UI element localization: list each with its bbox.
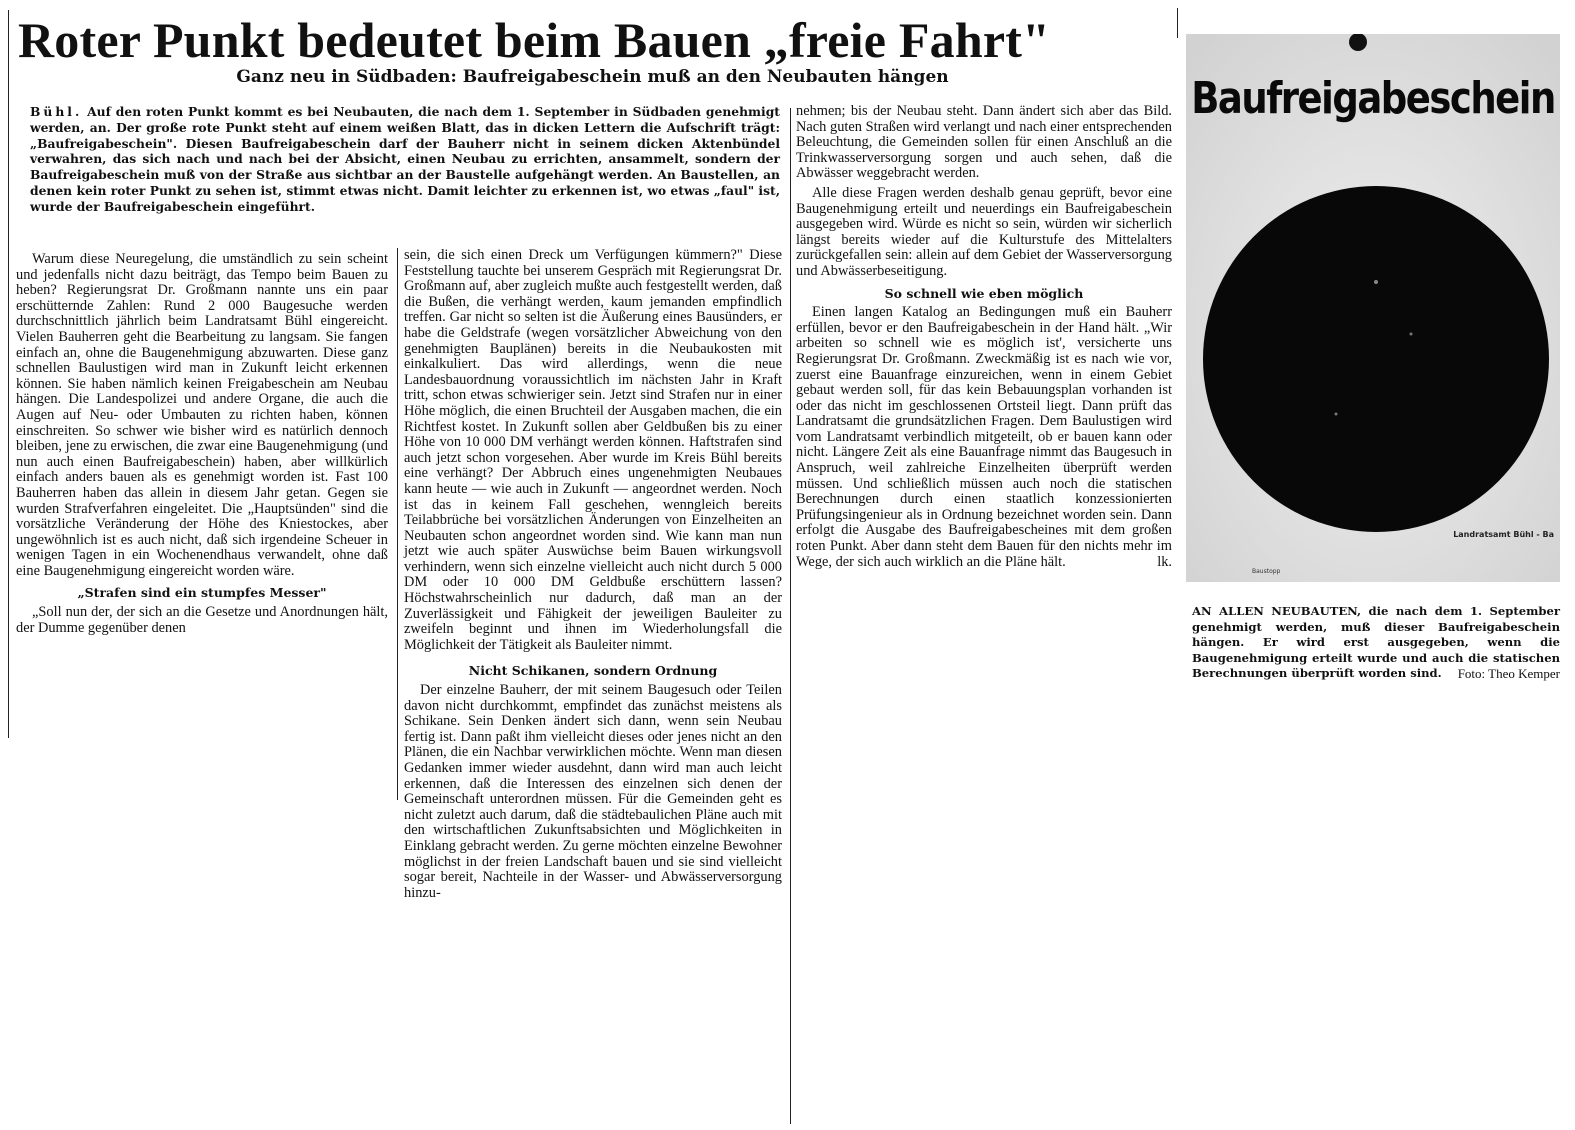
photo-title: Baufreigabeschein [1191,73,1555,124]
lead-paragraph [30,104,780,215]
left-border-rule [8,10,9,738]
column-3-paragraph-3-text: Einen langen Katalog an Bedingungen muß ein Bauherr erfüllen, bevor er den Baufreigabeschein in der Hand hält. „Wir arbeiten so schnell wie es möglich ist', versicherte uns Regierungsrat Dr. Großmann. Zweckmäßig ist es nach wie vor, zuerst eine Bauanfrage einzureichen, wenn in einem Gebiet gebaut werden soll, für das kein Bebauungsplan vorhanden ist oder das nicht im geschlossenen Ortsteil liegt. Dann prüft das Landratsamt die grundsätzlichen Fragen. Dem Baulustigen wird vom Landratsamt verbindlich mitgeteilt, ob er bauen kann oder nicht. Längere Zeit als eine Bauanfrage nimmt das Baugesuch in Anspruch, weil zahlreiche Einzelheiten überprüft werden müssen. Und schließlich müssen auch noch die statischen Berechnungen durch einen staatlich konzessionierten Prüfungsingenieur als in Ordnung bezeichnet worden sein. Dann erfolgt die Ausgabe des Baufreigabescheines mit dem großen roten Punkt. Aber dann steht dem Bauen für den nichts mehr im Wege, der sich auch wirklich an die Pläne hält. [796,304,1172,570]
author-signature: lk. [1157,553,1172,570]
caption-text: AN ALLEN NEUBAUTEN, die nach dem 1. September genehmigt werden, muß dieser Baufreigabeschein hängen. Er wird erst ausgegeben, wenn die Baugenehmigung erteilt wurde und auch die statischen Berechnungen überprüft worden sind. [1192,604,1560,681]
column-rule-1 [397,248,398,800]
photo-credit: Foto: Theo Kemper [1457,666,1560,682]
photo-caption [1192,604,1560,682]
column-3-paragraph-2: Alle diese Fragen werden deshalb genau geprüft, bevor eine Baugenehmigung erteilt und neuerdings ein Baufreigabeschein ausgegeben wird. Würde es nicht so sein, würden wir sicherlich längst bereits wieder auf die Kulturstufe des Mittelalters zurückgefallen sein: allein auf dem Gebiet der Wasserversorgung und Abwässerbeseitigung. [796,184,1172,279]
red-dot-icon [1203,186,1549,532]
column-2-subhead: Nicht Schikanen, sondern Ordnung [468,663,718,679]
photo-baufreigabeschein [1186,34,1560,582]
column-2-paragraph-2: Der einzelne Bauherr, der mit seinem Baugesuch oder Teilen davon nicht durchkommt, empfindet das zunächst meistens als Schikane. Sein Denken ändert sich dann, wenn sein Neubau fertig ist. Dann paßt ihm vielleicht dieses oder jenes nicht an den Plänen, die ein Nachbar verwirklichen möchte. Wenn man diesen Gedanken immer wieder ausdehnt, dann wird man auch leicht erkennen, daß die Interessen des einzelnen sich denen der Gemeinschaft unterordnen müssen. Für die Gemeinden geht es nicht zuletzt auch darum, daß die städtebaulichen Pläne auch mit den wirtschaftlichen Zukunftsabsichten und Möglichkeiten in Einklang gebracht werden. Zu gerne möchten einzelne Bewohner möglichst in der freien Landschaft bauen und sie sind vielleicht sogar bereit, Nachteile in der Wasser- und Abwässerversorgung hinzu- [404,682,782,901]
column-2-paragraph-1: sein, die sich einen Dreck um Verfügungen kümmern?" Diese Feststellung tauchte bei unserem Gespräch mit Regierungsrat Dr. Großmann auf, aber zugleich mußte auch festgestellt werden, daß die Bußen, die verhängt werden, kaum jemanden empfindlich treffen. Gar nicht so selten ist die Äußerung eines Bausünders, er habe die Geldstrafe (wegen vorsätzlicher Abweichung von den genehmigten Bauplänen) bereits in die Neubaukosten mit einkalkuliert. Das wird allerdings, wenn die neue Landesbauordnung voraussichtlich im nächsten Jahr in Kraft tritt, schon etwas schwieriger sein. Jetzt sind Strafen nur in einer Höhe möglich, die einen Bruchteil der Ausgaben machen, die ein Richtfest kostet. In Zukunft sollen aber Geldbußen bis zu einer Höhe von 10 000 DM verhängt werden können. Haftstrafen sind auch jetzt schon vorgesehen. Aber wurde im Kreis Bühl bereits eine verhängt? Der Abbruch eines ungenehmigten Neubaues kann heute — wie auch in Zukunft — angeordnet werden. Noch ist das in keinem Fall geschehen, wenngleich bereits Teilabbrüche bei vorsätzlichen Änderungen von Einzelheiten an Neubauten schon angeordnet worden sind. Wie kann man nun jetzt wie auch später Auswüchse beim Bauen wirkungsvoll verhindern, wenn sich einzelne vielleicht auch nicht durch 5 000 DM oder 10 000 DM Geldbuße erschüttern lassen? Höchstwahrscheinlich nur dadurch, daß man an der Zuverlässigkeit und Fähigkeit der jeweiligen Bauleiter zu zweifeln beginnt und ihnen im Wiederholungsfall die Möglichkeit der Tätigkeit als Bauleiter nimmt. [404,247,783,653]
column-1-paragraph-2: „Soll nun der, der sich an die Gesetze und Anordnungen hält, der Dumme gegenüber denen [16,604,388,636]
subheadline: Ganz neu in Südbaden: Baufreigabeschein muß an den Neubauten hängen [236,67,949,87]
lead-text: Auf den roten Punkt kommt es bei Neubauten, die nach dem 1. September in Südbaden genehmigt werden, an. Der große rote Punkt steht auf einem weißen Blatt, das in dicken Lettern die Aufschrift trägt: „Baufreigabeschein". Diesen Baufreigabeschein darf der Bauherr nicht in seinem dicken Aktenbündel verwahren, das sich nach und nach bei der Absicht, einen Neubau zu errichten, ansammelt, sondern der Baufreigabeschein muß von der Straße aus sichtbar an der Baustelle aufgehängt werden. An Baustellen, an denen kein roter Punkt zu sehen ist, stimmt etwas nicht. Damit leichter zu erkennen ist, wo etwas „faul" ist, wurde der Baufreigabeschein eingeführt. [30,104,780,214]
photo-stamp: Landratsamt Bühl - Ba [1453,530,1554,539]
lead-place: Bühl. [30,104,83,119]
dot-speck-icon [1374,280,1378,284]
column-3-paragraph-3 [796,305,1172,570]
column-1-paragraph-1: Warum diese Neuregelung, die umständlich zu sein scheint und jedenfalls nicht dazu beiträgt, das Tempo beim Bauen zu heben? Regierungsrat Dr. Großmann nannte uns ein paar erschütternde Zahlen: Rund 2 000 Baugesuche werden durchschnittlich jährlich beim Landratsamt Bühl eingereicht. Vielen Bauherren geht die Bearbeitung zu langsam. Sie fangen einfach an, ohne die Baugenehmigung abzuwarten. Diese ganz schnellen Baulustigen wird man in Zukunft leicht erkennen können. Sie haben nämlich keinen Freigabeschein am Neubau hängen. Die Landespolizei und andere Organe, die auch die Augen auf Neu- oder Umbauten zu richten haben, können einschreiten. So schwer wie bisher wird es natürlich dennoch bleiben, jene zu erwischen, die zwar eine Baugenehmigung (und nun auch einen Baufreigabeschein) haben, aber willkürlich einfach anders bauen als es genehmigt worden ist. Fast 100 Bauherren haben das allein in diesem Jahr getan. Gegen sie wurden Strafverfahren eingeleitet. Die „Hauptsünden" sind die vorsätzliche Veränderung der Höhe des Kniestockes, aber ungewöhnlich ist es auch nicht, daß sich irgendeine Scheuer in wenigen Tagen in ein Wochenendhaus verwandelt, ohne daß eine Baugenehmigung eingereicht worden wäre. [16,251,388,579]
column-1-subhead: „Strafen sind ein stumpfes Messer" [77,585,327,601]
headline: Roter Punkt bedeutet beim Bauen „freie Fahrt" [18,12,1051,68]
column-3-subhead: So schnell wie eben möglich [884,285,1084,301]
column-1 [16,252,388,636]
dot-speck-icon [1410,333,1413,336]
column-rule-2 [790,108,791,1124]
column-3-paragraph-1: nehmen; bis der Neubau steht. Dann ändert sich aber das Bild. Nach guten Straßen wird verlangt und nach einer entsprechenden Beleuchtung, die Gemeinden sollen für einen Anschluß an die Trinkwasserversorgung sorgen und auch sehen, daß die Abwässer weggebracht werden. [796,103,1172,182]
photo-small-text: Baustopp [1252,568,1281,575]
column-3 [796,104,1172,570]
dot-speck-icon [1335,413,1338,416]
column-2 [404,248,782,901]
